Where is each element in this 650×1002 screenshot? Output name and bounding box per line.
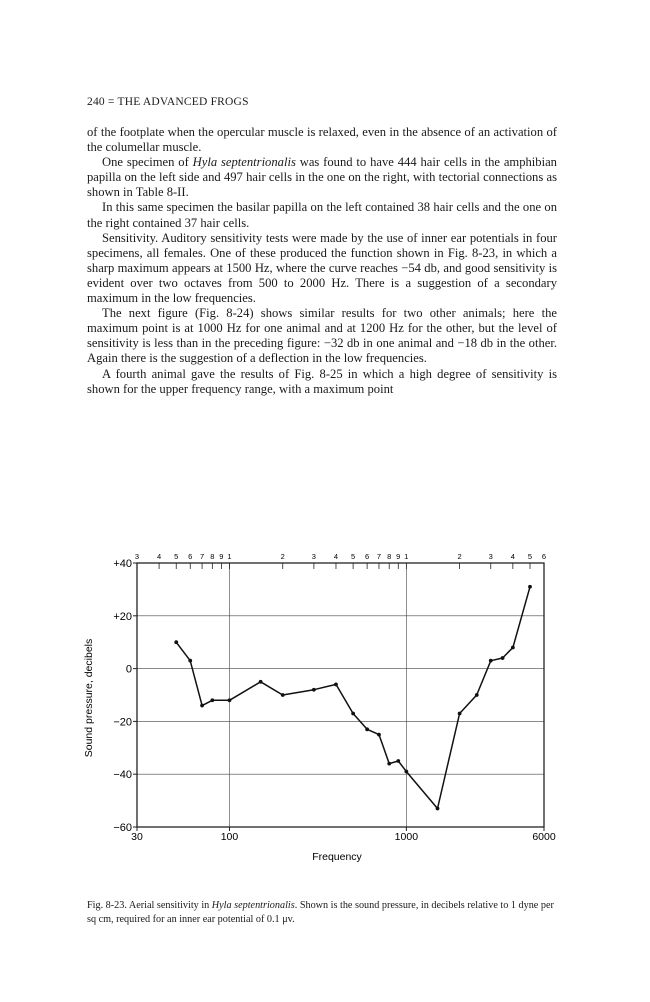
data-point [489,659,493,663]
top-scale-label: 8 [210,552,215,561]
running-header: 240 = THE ADVANCED FROGS [87,96,249,108]
top-scale-label: 9 [219,552,224,561]
top-scale-label: 2 [280,552,285,561]
data-point [528,585,532,589]
paragraph: The next figure (Fig. 8-24) shows similar results for two other animals; here the maximum point is at 1000 Hz for one animal and at 1200 Hz for the other, but the level of sensitivity is less than in the preceding figure: −32 db in one animal and −18 db in the other. Again there is the suggestion of a deflection in the low frequencies. [87,306,557,366]
top-scale-label: 5 [351,552,356,561]
plot-frame [137,563,544,827]
paragraph: In this same specimen the basilar papilla on the left contained 38 hair cells and the one on the right contained 37 hair cells. [87,200,557,230]
top-scale-label: 8 [387,552,392,561]
data-point [228,698,232,702]
y-tick-label: 0 [125,663,132,676]
data-point [351,712,355,716]
top-scale-label: 4 [157,552,162,561]
paragraph: One specimen of Hyla septentrionalis was found to have 444 hair cells in the amphibian papilla on the left side and 497 hair cells in the one on the right, with tectorial connections as shown in Table 8-II. [87,155,557,200]
data-point [188,659,192,663]
top-scale-label: 3 [134,552,140,561]
top-scale-label: 6 [188,552,193,561]
y-tick-label: −60 [113,822,132,834]
top-scale-label: 5 [174,552,179,561]
data-point [396,759,400,763]
x-tick-label: 30 [131,831,143,843]
y-tick-label: −20 [113,716,132,729]
y-tick-label: −40 [113,769,132,782]
figure-caption: Fig. 8-23. Aerial sensitivity in Hyla septentrionalis. Shown is the sound pressure, in decibels relative to 1 dyne per sq cm, required for an inner ear potential of 0.1 μv. [87,900,554,925]
top-scale-label: 5 [527,552,533,561]
data-point [200,704,204,708]
y-axis-label: Sound pressure, decibels [83,638,95,758]
data-point [312,688,316,692]
data-point [404,770,408,774]
paragraph: of the footplate when the opercular muscle is relaxed, even in the absence of an activation of the columellar muscle. [87,125,557,155]
data-series [174,585,532,811]
data-point [511,646,515,650]
data-point [458,712,462,716]
sensitivity-chart [0,540,650,880]
data-point [281,693,285,697]
top-scale-label: 3 [488,552,493,561]
data-point [377,733,381,737]
data-point [436,807,440,811]
top-scale-label: 7 [376,552,382,561]
y-tick-label: +40 [113,558,132,570]
top-scale-label: 6 [365,552,370,561]
top-scale-label: 3 [311,552,316,561]
data-point [387,762,391,766]
data-point [259,680,263,684]
data-point [475,693,479,697]
top-scale-label: 2 [457,552,462,561]
body-text [87,125,557,397]
top-scale-label: 4 [333,552,339,561]
top-scale-label: 9 [396,552,401,561]
chart-axes [113,558,556,843]
chart-grid [137,563,544,827]
top-scale-label: 1 [227,552,232,561]
paragraph: Sensitivity. Auditory sensitivity tests were made by the use of inner ear potentials in four specimens, all females. One of these produced the function shown in Fig. 8-23, in which a sharp maximum appears at 1500 Hz, where the curve reaches −54 db, and good sensitivity is evident over two octaves from 500 to 2000 Hz. There is a suggestion of a secondary maximum in the low frequencies. [87,230,557,306]
data-point [501,656,505,660]
data-point [174,640,178,644]
data-point [365,727,369,731]
top-scale-label: 6 [541,552,547,561]
x-tick-label: 100 [220,831,239,843]
data-point [210,698,214,702]
data-point [334,683,338,687]
x-tick-label: 1000 [394,831,419,843]
y-tick-label: +20 [113,610,132,623]
top-scale-label: 1 [404,552,409,561]
paragraph: A fourth animal gave the results of Fig. 8-25 in which a high degree of sensitivity is shown for the upper frequency range, with a maximum point [87,366,557,396]
x-axis-label: Frequency [312,851,362,863]
top-log-scale [135,552,546,569]
x-tick-label: 6000 [532,831,556,843]
top-scale-label: 7 [200,552,205,561]
top-scale-label: 4 [510,552,515,561]
